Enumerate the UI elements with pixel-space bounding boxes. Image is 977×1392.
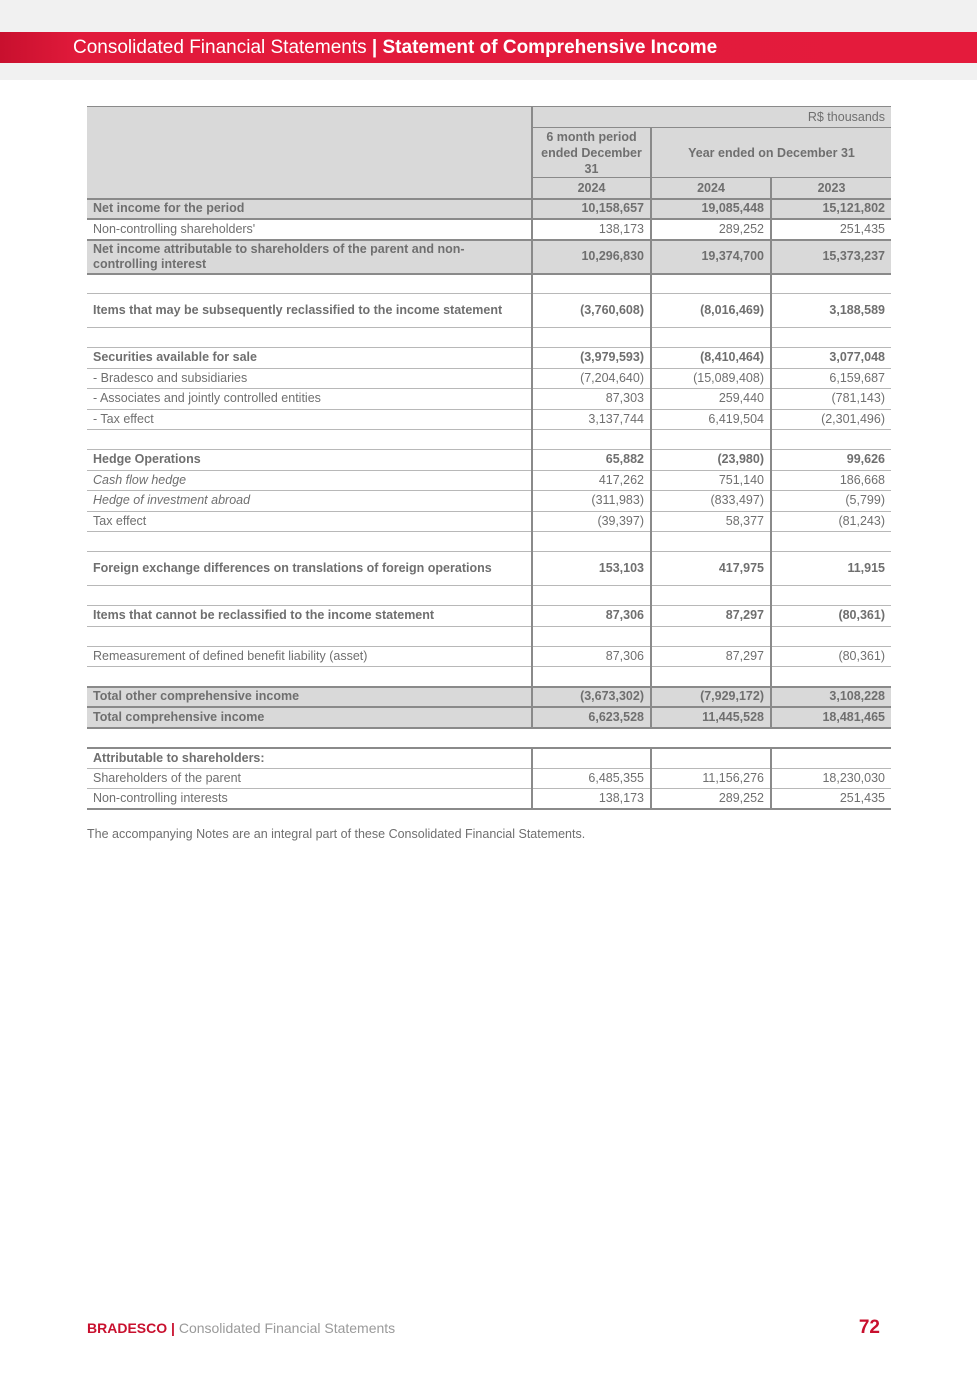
row-value: 18,481,465 — [771, 707, 891, 728]
row-label: Total other comprehensive income — [87, 687, 532, 708]
row-value: (3,979,593) — [532, 348, 651, 369]
banner-section: Consolidated Financial Statements — [73, 37, 367, 58]
header-corner — [87, 107, 532, 199]
spacer-row — [87, 586, 891, 606]
row-label: - Associates and jointly controlled entities — [87, 389, 532, 410]
row-value: 10,296,830 — [532, 240, 651, 274]
row-value: 87,297 — [651, 646, 771, 667]
table-row — [87, 707, 891, 728]
row-value: 87,306 — [532, 646, 651, 667]
row-value: 6,419,504 — [651, 409, 771, 430]
row-value: (8,410,464) — [651, 348, 771, 369]
row-value: (80,361) — [771, 646, 891, 667]
table-row — [87, 348, 891, 369]
row-value: 11,445,528 — [651, 707, 771, 728]
row-value: 186,668 — [771, 470, 891, 491]
row-value: (311,983) — [532, 491, 651, 512]
table-row — [87, 450, 891, 471]
row-label: Non-controlling shareholders' — [87, 219, 532, 240]
banner-separator: | — [371, 37, 378, 58]
footer-brand: BRADESCO — [87, 1320, 168, 1336]
row-value: 289,252 — [651, 219, 771, 240]
spacer-row — [87, 430, 891, 450]
table-row — [87, 491, 891, 512]
row-label: Hedge of investment abroad — [87, 491, 532, 512]
row-value: 289,252 — [651, 789, 771, 810]
row-value: 3,108,228 — [771, 687, 891, 708]
row-label: Securities available for sale — [87, 348, 532, 369]
year-header: 2023 — [771, 178, 891, 199]
row-label: Attributable to shareholders: — [87, 748, 532, 769]
page-banner — [0, 32, 977, 63]
row-value — [651, 748, 771, 769]
row-value: (8,016,469) — [651, 294, 771, 328]
footnote: The accompanying Notes are an integral part of these Consolidated Financial Statements. — [87, 827, 586, 841]
row-value: (23,980) — [651, 450, 771, 471]
row-value: 10,158,657 — [532, 199, 651, 220]
row-value: 6,623,528 — [532, 707, 651, 728]
row-value: (7,929,172) — [651, 687, 771, 708]
table-row — [87, 789, 891, 810]
row-value: 3,137,744 — [532, 409, 651, 430]
table-row — [87, 389, 891, 410]
row-value: 19,374,700 — [651, 240, 771, 274]
page-footer — [87, 1320, 395, 1336]
row-value: (3,673,302) — [532, 687, 651, 708]
row-value: 11,915 — [771, 552, 891, 586]
year-header: 2024 — [651, 178, 771, 199]
table-row — [87, 687, 891, 708]
row-value: 138,173 — [532, 219, 651, 240]
row-label: Total comprehensive income — [87, 707, 532, 728]
row-value: 153,103 — [532, 552, 651, 586]
table-row — [87, 240, 891, 274]
row-value: 99,626 — [771, 450, 891, 471]
banner-title: Statement of Comprehensive Income — [382, 37, 718, 58]
row-value: 58,377 — [651, 511, 771, 532]
row-value: 251,435 — [771, 789, 891, 810]
row-value: 417,262 — [532, 470, 651, 491]
row-label: Items that may be subsequently reclassified to the income statement — [87, 294, 532, 328]
row-value: 259,440 — [651, 389, 771, 410]
row-value: 251,435 — [771, 219, 891, 240]
row-label: Net income for the period — [87, 199, 532, 220]
table-row — [87, 219, 891, 240]
table-row — [87, 646, 891, 667]
row-label: Non-controlling interests — [87, 789, 532, 810]
row-label: Tax effect — [87, 511, 532, 532]
table-row — [87, 552, 891, 586]
row-value: 417,975 — [651, 552, 771, 586]
row-value: 87,306 — [532, 606, 651, 627]
table-row — [87, 199, 891, 220]
spacer-row — [87, 667, 891, 687]
row-value: (2,301,496) — [771, 409, 891, 430]
table-row — [87, 294, 891, 328]
row-label: Net income attributable to shareholders of the parent and non-controlling interest — [87, 240, 532, 274]
table-row — [87, 470, 891, 491]
table-row — [87, 409, 891, 430]
table-row — [87, 606, 891, 627]
spacer-row — [87, 532, 891, 552]
row-label: Hedge Operations — [87, 450, 532, 471]
row-value: (80,361) — [771, 606, 891, 627]
table-row — [87, 768, 891, 789]
row-value: 751,140 — [651, 470, 771, 491]
row-label: Shareholders of the parent — [87, 768, 532, 789]
row-label: - Bradesco and subsidiaries — [87, 368, 532, 389]
row-value: (39,397) — [532, 511, 651, 532]
row-label: Foreign exchange differences on translations of foreign operations — [87, 552, 532, 586]
row-value: 3,188,589 — [771, 294, 891, 328]
col-header-year: Year ended on December 31 — [651, 128, 891, 178]
row-value: 15,373,237 — [771, 240, 891, 274]
row-value: (81,243) — [771, 511, 891, 532]
row-value — [532, 748, 651, 769]
row-value: 65,882 — [532, 450, 651, 471]
page-number: 72 — [858, 1317, 880, 1338]
row-value: 19,085,448 — [651, 199, 771, 220]
spacer-row — [87, 274, 891, 294]
row-value: 15,121,802 — [771, 199, 891, 220]
footer-text: Consolidated Financial Statements — [178, 1320, 396, 1336]
row-value: 3,077,048 — [771, 348, 891, 369]
spacer-row — [87, 626, 891, 646]
table-row — [87, 368, 891, 389]
row-value: 87,297 — [651, 606, 771, 627]
row-value: (3,760,608) — [532, 294, 651, 328]
col-header-period: 6 month period ended December 31 — [532, 128, 651, 178]
row-value: (833,497) — [651, 491, 771, 512]
row-value: (5,799) — [771, 491, 891, 512]
year-header: 2024 — [532, 178, 651, 199]
row-value: 138,173 — [532, 789, 651, 810]
row-label: Cash flow hedge — [87, 470, 532, 491]
row-label: Remeasurement of defined benefit liability (asset) — [87, 646, 532, 667]
row-label: - Tax effect — [87, 409, 532, 430]
row-value: 87,303 — [532, 389, 651, 410]
footer-separator: | — [171, 1320, 175, 1336]
row-value: 6,159,687 — [771, 368, 891, 389]
row-value: (15,089,408) — [651, 368, 771, 389]
table-row — [87, 748, 891, 769]
row-value: 11,156,276 — [651, 768, 771, 789]
row-value: (781,143) — [771, 389, 891, 410]
row-label: Items that cannot be reclassified to the income statement — [87, 606, 532, 627]
row-value: 6,485,355 — [532, 768, 651, 789]
table-row — [87, 511, 891, 532]
row-value — [771, 748, 891, 769]
units-label: R$ thousands — [532, 107, 891, 128]
row-value: 18,230,030 — [771, 768, 891, 789]
row-value: (7,204,640) — [532, 368, 651, 389]
comprehensive-income-table — [87, 106, 891, 810]
spacer-row — [87, 728, 891, 748]
spacer-row — [87, 328, 891, 348]
